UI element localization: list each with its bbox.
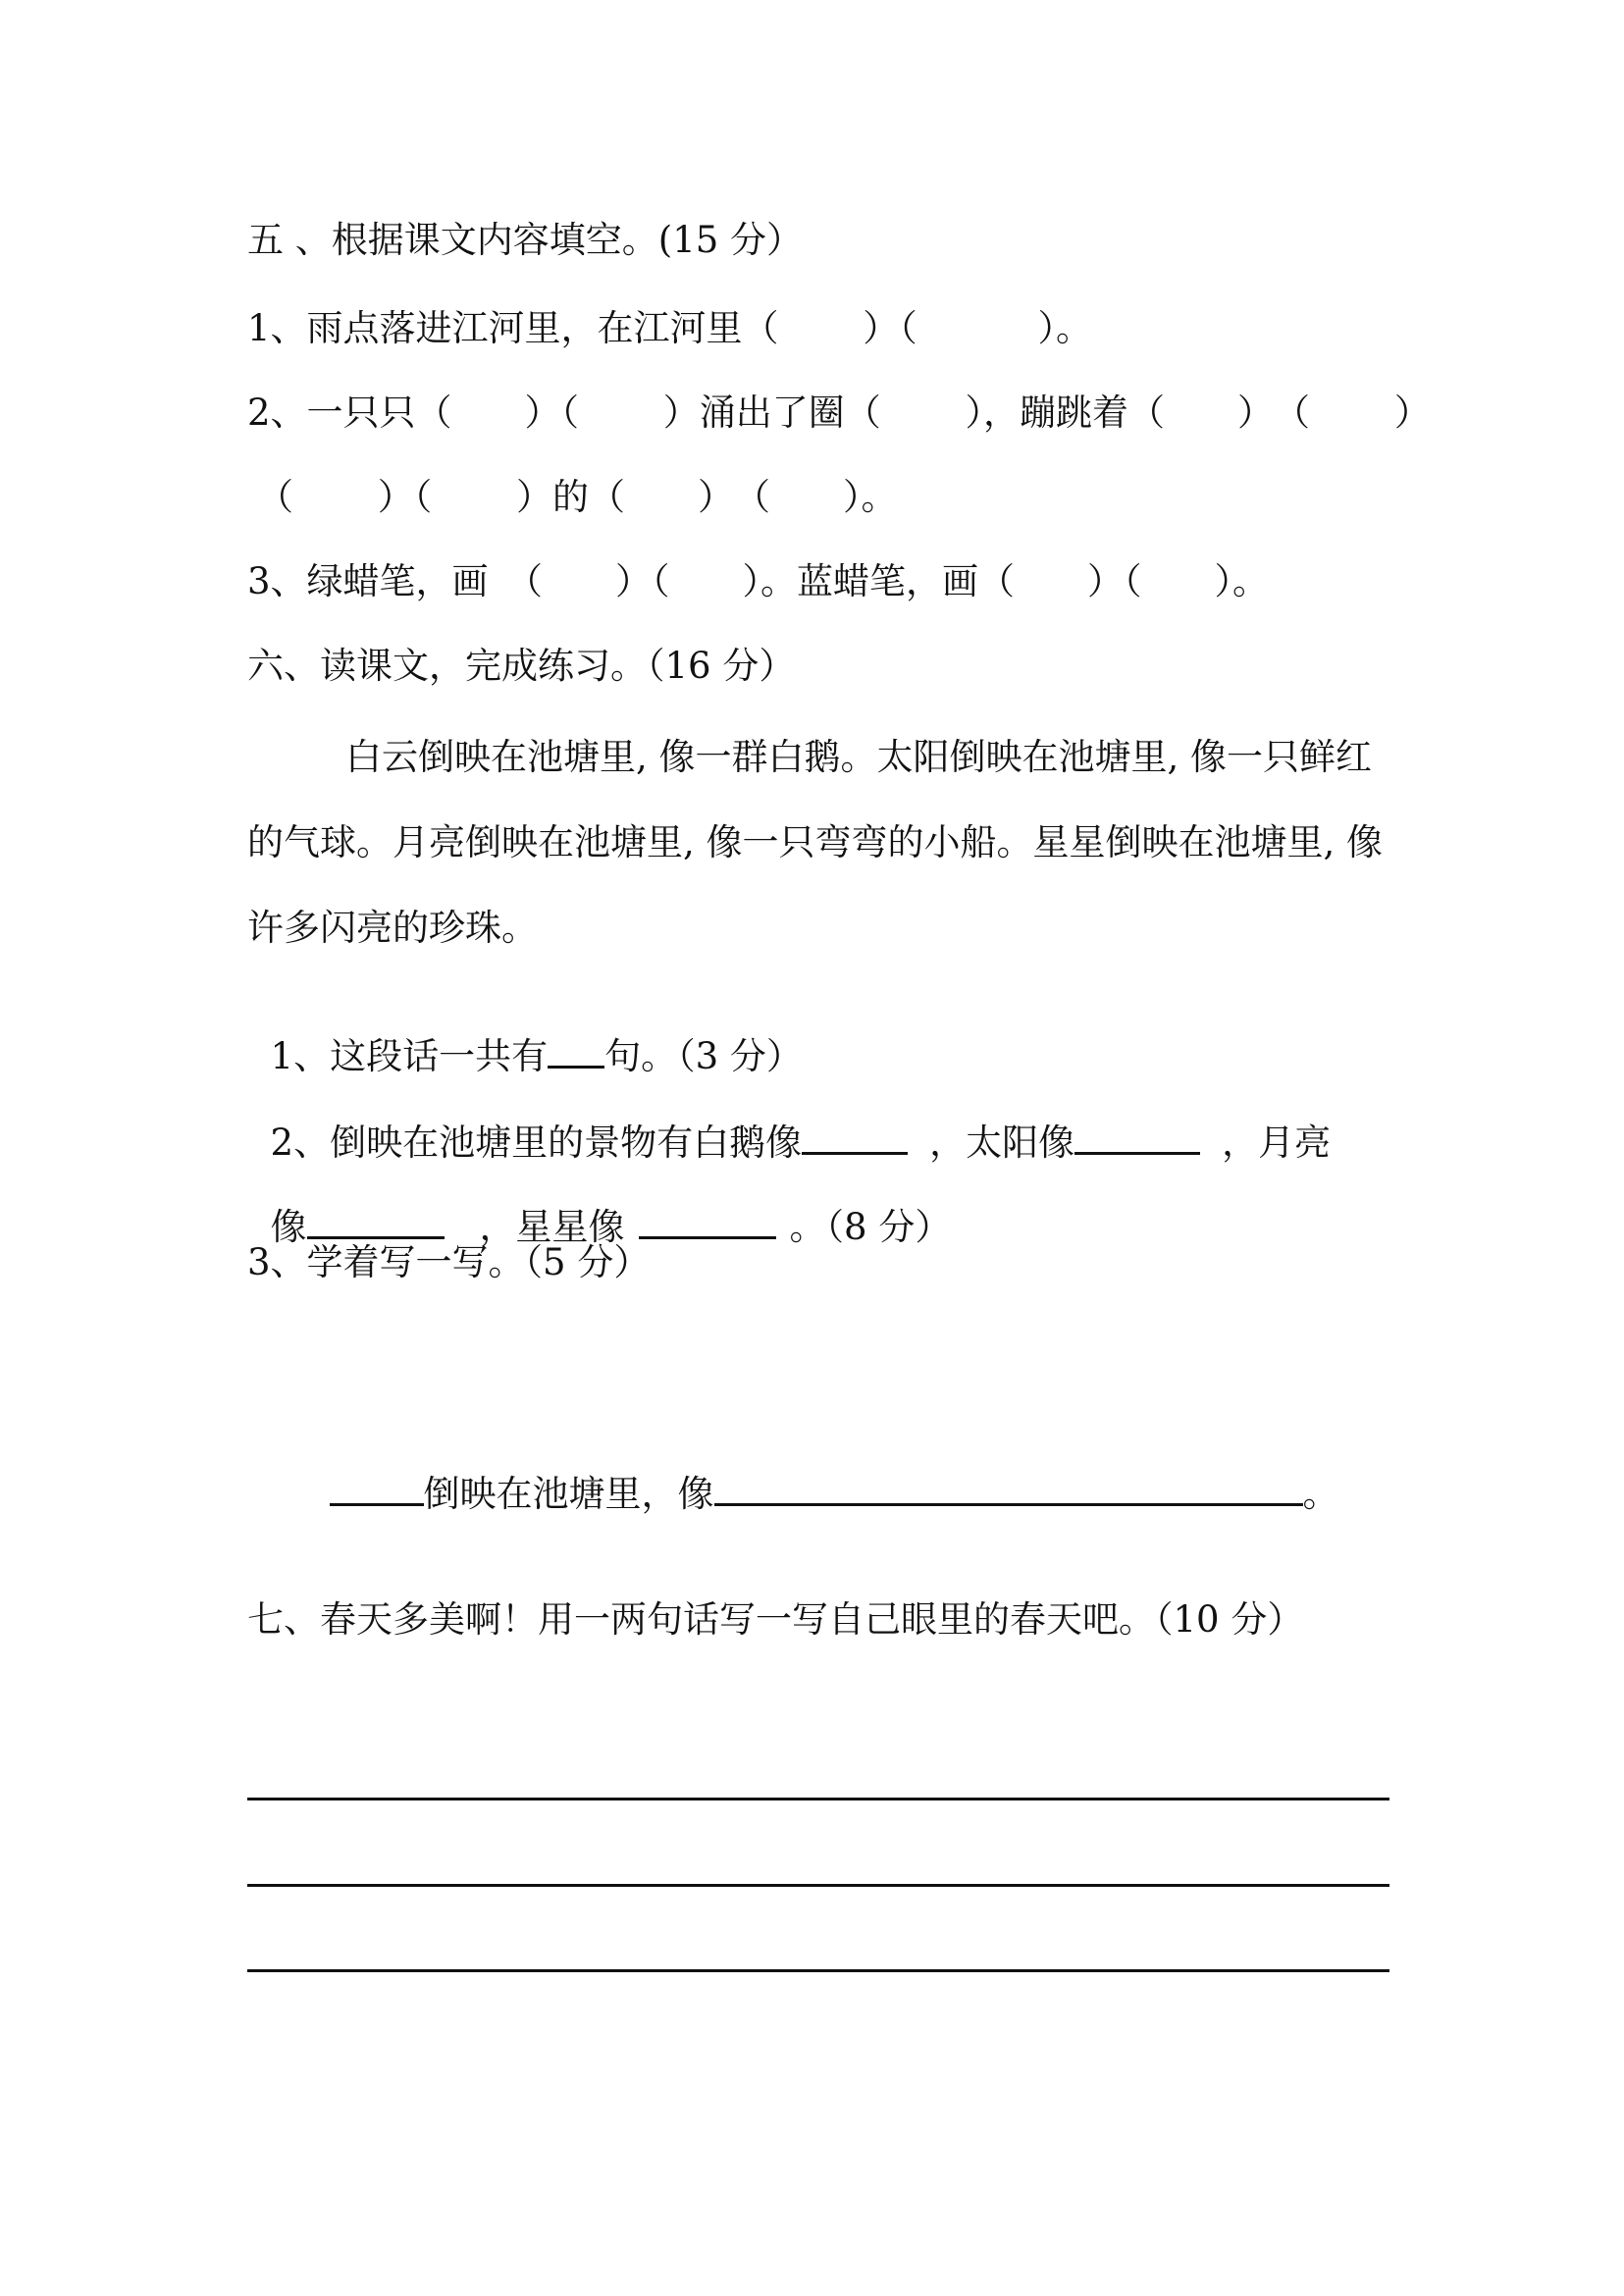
question-6-2-moon-text: ，月亮 bbox=[1222, 1122, 1332, 1164]
sentence-count-blank[interactable] bbox=[548, 1032, 604, 1069]
question-6-2-sun-text: ，太阳像 bbox=[929, 1122, 1075, 1164]
imitation-sentence-end: 。 bbox=[1302, 1473, 1339, 1515]
question-6-3: 3、学着写一写。（5 分） bbox=[247, 1241, 651, 1283]
question-6-2-score: 。（8 分） bbox=[789, 1206, 952, 1248]
section-5-title: 五 、根据课文内容填空。(15 分） bbox=[247, 219, 804, 261]
question-6-1 bbox=[247, 983, 1395, 1077]
sun-blank[interactable] bbox=[1074, 1119, 1200, 1155]
question-5-1: 1、雨点落进江河里，在江河里（ ）（ ）。 bbox=[247, 307, 1093, 349]
white-goose-blank[interactable] bbox=[802, 1119, 908, 1155]
section-7-title: 七、春天多美啊！用一两句话写一写自己眼里的春天吧。（10 分） bbox=[247, 1598, 1304, 1641]
section-6-title: 六、读课文，完成练习。（16 分） bbox=[247, 645, 796, 687]
question-6-2-like-text: 像 bbox=[270, 1206, 307, 1248]
question-6-2-stars-text: ，星星像 bbox=[479, 1206, 625, 1248]
moon-blank[interactable] bbox=[307, 1203, 445, 1239]
question-6-2-line-1 bbox=[247, 1070, 1395, 1164]
question-6-2-line-2 bbox=[247, 1154, 1395, 1248]
question-5-3: 3、绿蜡笔，画 （ ）（ ）。蓝蜡笔，画（ ）（ ）。 bbox=[247, 560, 1270, 602]
answer-line-3[interactable] bbox=[247, 1969, 1389, 1972]
reading-passage: 白云倒映在池塘里, 像一群白鹅。太阳倒映在池塘里, 像一只鲜红的气球。月亮倒映在池塘里, 像一只弯弯的小船。星星倒映在池塘里, 像许多闪亮的珍珠。 bbox=[247, 736, 1384, 949]
simile-blank[interactable] bbox=[714, 1470, 1303, 1506]
subject-blank[interactable] bbox=[330, 1470, 424, 1506]
question-5-2-line-2: （ ）（ ）的（ ） （ ）。 bbox=[257, 476, 898, 518]
imitation-sentence-text: 倒映在池塘里，像 bbox=[423, 1473, 714, 1515]
question-6-1-text: 1、这段话一共有 bbox=[270, 1035, 549, 1077]
question-5-2-line-1: 2、一只只（ ）（ ）涌出了圈（ ），蹦跳着（ ） （ ） bbox=[247, 391, 1431, 434]
answer-line-1[interactable] bbox=[247, 1798, 1389, 1800]
question-6-2-text: 2、倒映在池塘里的景物有白鹅像 bbox=[270, 1122, 803, 1164]
imitation-sentence-template bbox=[306, 1421, 1454, 1515]
answer-line-2[interactable] bbox=[247, 1884, 1389, 1887]
stars-blank[interactable] bbox=[639, 1203, 776, 1239]
question-6-1-suffix: 句。（3 分） bbox=[604, 1035, 803, 1077]
